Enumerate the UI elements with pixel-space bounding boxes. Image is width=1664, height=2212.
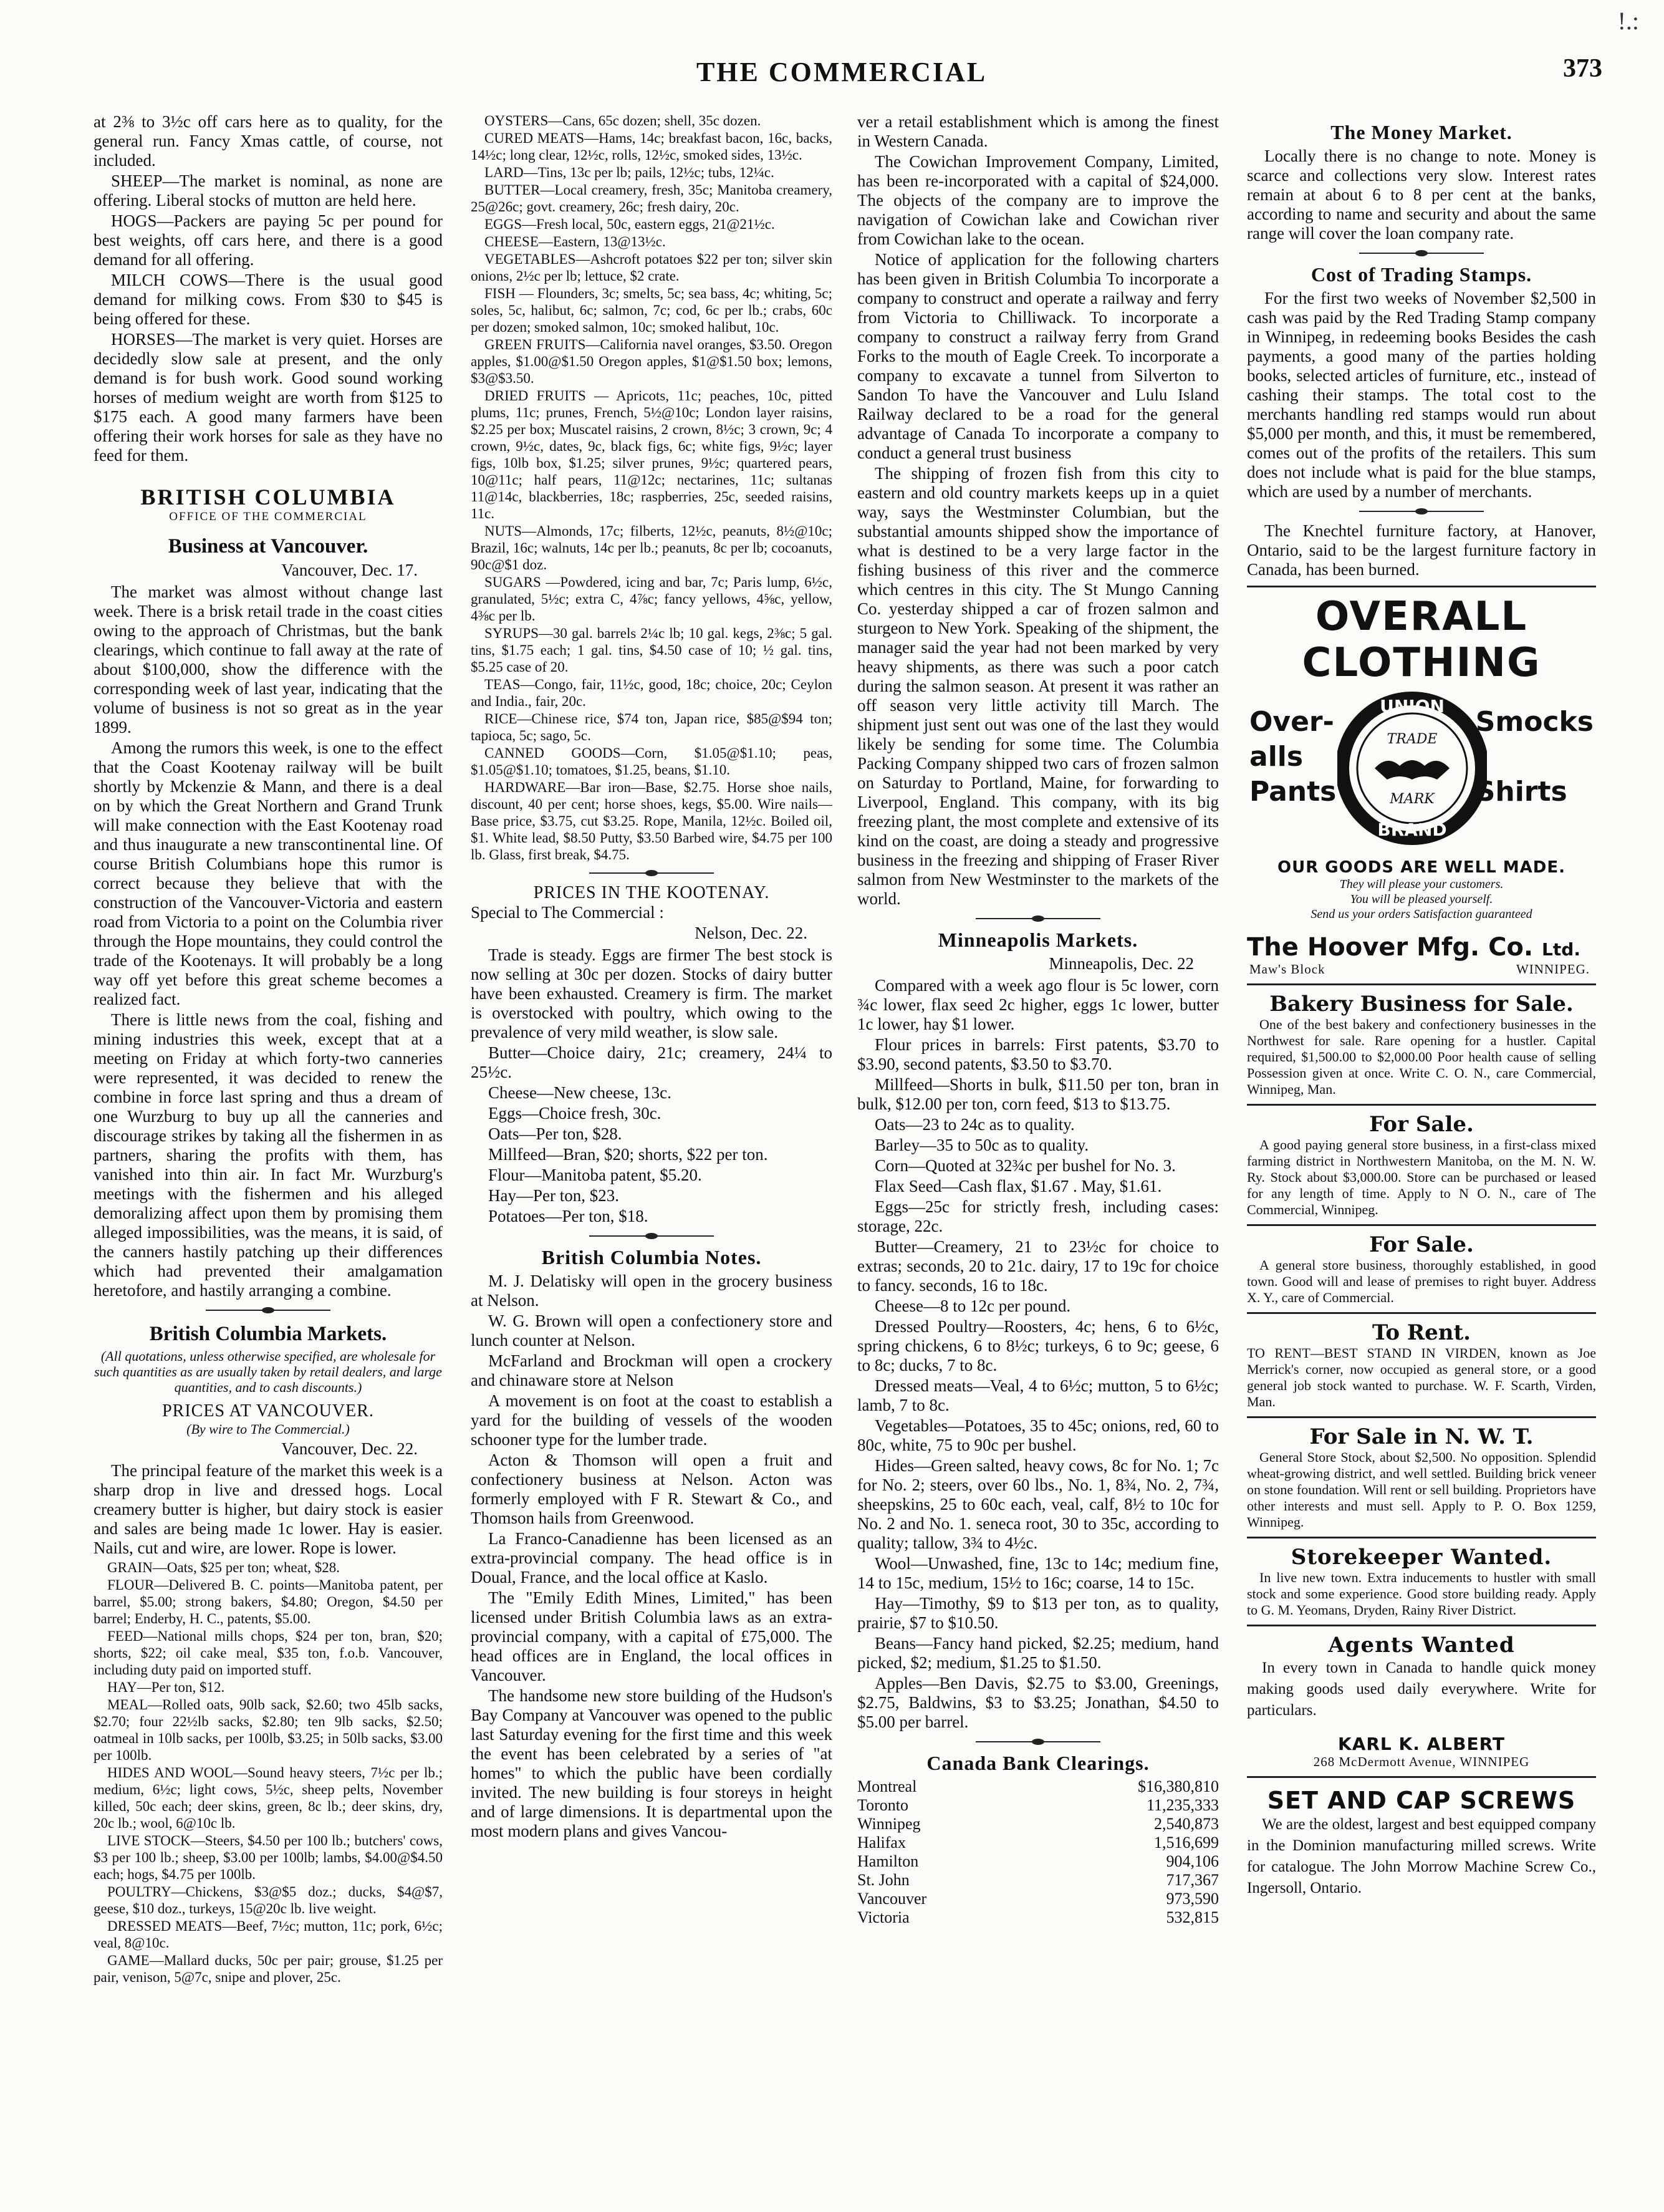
note-paragraph: The handsome new store building of the Hudson's Bay Company at Vancouver was opened to the public last Saturday evening for the first time and this week the event has been celebrated by a series of "at homes" to which the public have been cordially invited. The new building is four storeys in height and of large dimensions. It is departmental upon the most modern plans and gives Vancou- [471, 1686, 832, 1840]
charters-paragraph: Notice of application for the following charters has been given in British Columbia To incorporate a company to construct and operate a railway and ferry from Victoria to Chilliwack. To incorporate a company to construct a railway ferry from Grand Forks to the mouth of Eagle Creek. To incorporate a company to excavate a tunnel from Silverton to Sandon To have the Vancouver and Lulu Island Railway declared to be a road for the general advantage of Canada To incorporate a company to conduct a general trust business [857, 250, 1219, 462]
overalls-label: Over- [1249, 706, 1334, 738]
frozen-fish-paragraph: The shipping of frozen fish from this city to eastern and old country markets keeps up in a quiet way, says the Westminster Columbian, but the substantial amounts shipped show the importance of what is destined to be a very large factor in the fishing business of this river and the commerce which centres in this city. The St Mungo Canning Co. yesterday shipped a car of frozen salmon and sturgeon to New York. Speaking of the shipment, the manager said the year had not been marked by very heavy shipments, as there was such a poor catch during the salmon season. At present it was rather an off season very little activity till March. The shipment just sent out was one of the last they would likely be sending for some time. The Columbia Packing Company shipped two cars of frozen salmon on Saturday to Portland, Maine, for forwarding to Liverpool, England. This company, with its big freezing plant, the most complete and extensive of its kind on the coast, are doing a steady and progressive business in the freezing and shipping of Fraser River salmon from New Westminster to the markets of the world. [857, 464, 1219, 908]
kootenay-paragraph: Trade is steady. Eggs are firmer The best stock is now selling at 30c per dozen. Stocks of dairy butter have been exhausted. Creamery is firm. The market is overstocked with poultry, which owing to the prevalence of very mild weather, is slow sale. [471, 945, 832, 1041]
ad-rule [1247, 1312, 1596, 1314]
bank-amount: 717,367 [1166, 1871, 1219, 1889]
overall-right-labels [1476, 705, 1594, 809]
divider [206, 1309, 330, 1311]
eggs-prices: EGGS—Fresh local, 50c, eastern eggs, 21@21½c. [484, 216, 775, 232]
kootenay-cheese: Cheese—New cheese, 13c. [488, 1083, 671, 1102]
minneapolis-item: Flour prices in barrels: First patents, $3.70 to $3.90, second patents, $3.50 to $3.70. [857, 1035, 1219, 1073]
hogs-paragraph: HOGS—Packers are paying 5c per pound for best weights, off cars here, and there is a good demand for all offering. [94, 211, 443, 269]
for-sale-nwt-heading: For Sale in N. W. T. [1309, 1424, 1534, 1449]
table-row [857, 1852, 1219, 1871]
screws-body: We are the oldest, largest and best equipped company in the Dominion manufacturing milled screws. Write for catalogue. The John Morrow Machine Screw Co., Ingersoll, Ontario. [1247, 1816, 1596, 1896]
note-paragraph: M. J. Delatisky will open in the grocery business at Nelson. [471, 1272, 832, 1310]
hay-prices: HAY—Per ton, $12. [107, 1679, 225, 1695]
minneapolis-item: Hides—Green salted, heavy cows, 8c for No. 1; 7c for No. 2; steers, over 60 lbs., No. 1, 8¾, No. 2, 7¾, sheepskins, 25 to 60c each, veal, calf, 8½ to 10c for No. 2 and No. 1. seneca root, 30 to 35c, according to quality; tallow, 3¾ to 4½c. [857, 1456, 1219, 1552]
divider [976, 917, 1100, 920]
goods-well-made: OUR GOODS ARE WELL MADE. [1277, 858, 1565, 877]
minneapolis-dateline: Minneapolis, Dec. 22 [1049, 954, 1194, 973]
ad-rule [1247, 586, 1596, 587]
minneapolis-item: Butter—Creamery, 21 to 23½c for choice to extras; seconds, 20 to 21c. dairy, 17 to 19c for choice to fancy. seconds, 16 to 18c. [857, 1237, 1219, 1295]
table-row [857, 1796, 1219, 1815]
hoover-name: The Hoover Mfg. Co. [1247, 933, 1534, 962]
minneapolis-item: Hay—Timothy, $9 to $13 per ton, as to quality, prairie, $7 to $10.50. [857, 1594, 1219, 1632]
for-sale-heading: For Sale. [1369, 1112, 1474, 1137]
ad-line: You will be pleased yourself. [1350, 892, 1493, 906]
minneapolis-item: Cheese—8 to 12c per pound. [875, 1297, 1071, 1315]
teas-prices: TEAS—Congo, fair, 11½c, good, 18c; choice, 20c; Ceylon and India., fair, 20c. [471, 677, 832, 709]
minneapolis-item: Barley—35 to 50c as to quality. [875, 1136, 1089, 1154]
storekeeper-heading: Storekeeper Wanted. [1291, 1545, 1552, 1570]
minneapolis-item: Compared with a week ago flour is 5c lower, corn ¾c lower, flax seed 2c higher, eggs 1c lower, butter 1c lower, hay $1 lower. [857, 976, 1219, 1033]
horses-paragraph: HORSES—The market is very quiet. Horses are decidedly slow sale at present, and the only demand is for bush work. Good sound working horses of medium weight are worth from $125 to $175 each. A good many farmers have been offering their work horses for sale as they have no feed for them. [94, 330, 443, 465]
table-row [857, 1777, 1219, 1796]
minneapolis-item: Flax Seed—Cash flax, $1.67 . May, $1.61. [875, 1177, 1162, 1195]
minneapolis-item: Corn—Quoted at 32¾c per bushel for No. 3. [875, 1156, 1176, 1175]
note-paragraph: Acton & Thomson will open a fruit and confectionery business at Nelson. Acton was formerly employed with F R. Stewart & Co., and Thomson hails from Greenwood. [471, 1451, 832, 1527]
ad-rule [1247, 1776, 1596, 1778]
british-columbia-heading: BRITISH COLUMBIA [140, 485, 396, 510]
to-rent-heading: To Rent. [1372, 1320, 1471, 1345]
kootenay-oats: Oats—Per ton, $28. [488, 1124, 622, 1143]
table-row [857, 1890, 1219, 1908]
feed-prices: FEED—National mills chops, $24 per ton, bran, $20; shorts, $22; oil cake meal, $35 ton, f.o.b. Vancouver, including duty paid on imported stuff. [94, 1628, 443, 1678]
karl-albert-address: 268 McDermott Avenue, WINNIPEG [1313, 1754, 1530, 1769]
pants-label: Pants [1249, 776, 1337, 808]
note-paragraph: McFarland and Brockman will open a crockery and chinaware store at Nelson [471, 1351, 832, 1389]
storekeeper-body: In live new town. Extra inducements to hustler with small stock and some experience. Good store building ready. Apply to G. M. Yeomans, Dryden, Rainy River District. [1247, 1570, 1596, 1618]
butter-prices: BUTTER—Local creamery, fresh, 35c; Manitoba creamery, 25@26c; govt. creamery, 26c; fresh dairy, 20c. [471, 182, 832, 215]
rice-prices: RICE—Chinese rice, $74 ton, Japan rice, $85@$94 ton; tapioca, 5c; sago, 5c. [471, 711, 832, 743]
column-4 [1247, 112, 1596, 2170]
poultry-prices: POULTRY—Chickens, $3@$5 doz.; ducks, $4@$7, geese, $10 doz., turkeys, 15@20c lb. live weight. [94, 1884, 443, 1916]
bank-amount: $16,380,810 [1138, 1777, 1219, 1795]
bank-city: Toronto [857, 1796, 908, 1814]
minneapolis-item: Dressed Poultry—Roosters, 4c; hens, 6 to 6½c, spring chickens, 6 to 8½c; turkeys, 6 to 9c; geese, 6 to 8c; ducks, 7 to 8c. [857, 1317, 1219, 1374]
hardware-prices: HARDWARE—Bar iron—Base, $2.75. Horse shoe nails, discount, 40 per cent; horse shoes, kegs, $5.00. Wire nails—Base price, $3.75, cut $3.25. Rope, Manila, 12½c. Boiled oil, $1. White lead, $8.50 Putty, $3.50 Barbed wire, $4.75 per 100 lb. Glass, first break, $4.75. [471, 780, 832, 862]
trading-stamps-heading: Cost of Trading Stamps. [1311, 263, 1532, 286]
hoover-suffix: Ltd. [1542, 939, 1580, 960]
ad-rule [1247, 1224, 1596, 1226]
smocks-label: Smocks [1475, 706, 1594, 738]
divider [1359, 510, 1484, 513]
bank-clearings-heading: Canada Bank Clearings. [926, 1752, 1150, 1774]
karl-albert-name: KARL K. ALBERT [1338, 1734, 1505, 1754]
bank-amount: 1,516,699 [1154, 1833, 1219, 1852]
kootenay-millfeed: Millfeed—Bran, $20; shorts, $22 per ton. [488, 1145, 768, 1164]
kootenay-hay: Hay—Per ton, $23. [488, 1186, 619, 1205]
money-market-paragraph: Locally there is no change to note. Money is scarce and collections very slow. Interest rates remain at about 6 to 8 per cent at the banks, according to name and security and about the same range will cover the loan company rate. [1247, 147, 1596, 243]
game-prices: GAME—Mallard ducks, 50c per pair; grouse, $1.25 per pair, venison, 5@7c, snipe and plover, 25c. [94, 1953, 443, 1985]
fish-prices: FISH — Flounders, 3c; smelts, 5c; sea bass, 4c; whiting, 5c; soles, 5c, halibut, 6c; salmon, 7c; cod, 6c per lb.; crabs, 60c per dozen; smoked salmon, 10c; smoked halibut, 10c. [471, 286, 832, 335]
wire-note: (By wire to The Commercial.) [186, 1421, 350, 1437]
divider [1359, 252, 1484, 254]
oysters-prices: OYSTERS—Cans, 65c dozen; shell, 35c dozen. [484, 113, 761, 128]
vancouver-business-heading: Business at Vancouver. [168, 535, 368, 558]
vancouver-paragraph-3: There is little news from the coal, fishing and mining industries this week, except that at a meeting on Friday at which forty-two canneries were represented, it was decided to renew the combine in force last spring and thus a dream of one Wurzburg to buy up all the canneries and discourage strikes by taking all the fishermen in as partners, sharing the profits with them, has vanished into thin air. In fact Mr. Wurzburg's meetings with the fishermen and his alleged demoralizing affect upon them by promising them alleged impossibilities, was the means, it is said, of the canners hastily patching up their differences which had prevented their amalgamation heretofore, and hastily arranging a combine. [94, 1010, 443, 1300]
bank-amount: 973,590 [1166, 1890, 1219, 1908]
for-sale-heading: For Sale. [1369, 1232, 1474, 1257]
agents-wanted-heading: Agents Wanted [1328, 1633, 1515, 1658]
money-market-heading: The Money Market. [1330, 121, 1513, 143]
bc-markets-heading: British Columbia Markets. [149, 1323, 387, 1345]
divider [976, 1741, 1100, 1743]
bank-clearings-table [857, 1777, 1219, 1927]
note-paragraph: La Franco-Canadienne has been licensed as an extra-provincial company. The head office is in Doual, France, and the local office at Kaslo. [471, 1529, 832, 1587]
minneapolis-item: Eggs—25c for strictly fresh, including cases: storage, 22c. [857, 1197, 1219, 1235]
bank-amount: 2,540,873 [1154, 1815, 1219, 1833]
dried-fruits-prices: DRIED FRUITS — Apricots, 11c; peaches, 10c, pitted plums, 11c; prunes, French, 5½@10c; London layer raisins, $2.25 per box; Muscatel raisins, 2 crown, 8½c; 3 crown, 9c; 4 crown, 9½c, dates, 9c, black figs, 6c; white figs, 9½c; layer figs, 10lb box, $1.25; silver prunes, 9½c; quartered pears, 10@11c; half pears, 11@12c; nectarines, 11c; sultanas 11@14c, blackberries, 18c; raspberries, 25c, seeded raisins, 11c. [471, 388, 832, 521]
quotation-note: (All quotations, unless otherwise specified, are wholesale for such quantities as are usually taken by retail dealers, and large quantities, and to cash discounts.) [94, 1348, 442, 1395]
bank-city: Hamilton [857, 1852, 919, 1870]
note-paragraph: A movement is on foot at the coast to establish a yard for the building of vessels of the wooden schooner type for the lumber trade. [471, 1391, 832, 1449]
overall-clothing-row [1247, 686, 1596, 854]
minneapolis-heading: Minneapolis Markets. [938, 929, 1138, 951]
vancouver-paragraph-1: The market was almost without change last week. There is a brisk retail trade in the coast cities owing to the approach of Christmas, but the bank clearings, which continue to fall away at the rate of about $100,000, show the difference with the corresponding week of last year, indicating that the volume of business is not so great as in the year 1899. [94, 582, 443, 737]
seal-mark-text: MARK [1390, 791, 1435, 807]
bank-city: Halifax [857, 1833, 906, 1852]
note-paragraph: The "Emily Edith Mines, Limited," has been licensed under British Columbia laws as an extra-provincial company, with a capital of £75,000. The head offices are in England, the local offices in Vancouver. [471, 1588, 832, 1684]
hoover-address [1247, 962, 1596, 977]
bank-city: Montreal [857, 1777, 917, 1795]
hoover-addr-right: WINNIPEG. [1516, 962, 1590, 977]
kootenay-dateline: Nelson, Dec. 22. [695, 924, 807, 942]
dressed-meats-prices: DRESSED MEATS—Beef, 7½c; mutton, 11c; pork, 6½c; veal, 8@10c. [94, 1918, 443, 1951]
knechtel-paragraph: The Knechtel furniture factory, at Hanover, Ontario, said to be the largest furniture factory in Canada, has been burned. [1247, 521, 1596, 579]
cowichan-paragraph: The Cowichan Improvement Company, Limited, has been re-incorporated with a capital of $24,000. The objects of the company are to improve the navigation of Cowichan lake and Cowichan river from Cowichan lake to the ocean. [857, 152, 1219, 248]
table-row [857, 1908, 1219, 1927]
bank-city: Vancouver [857, 1890, 927, 1908]
ad-line: Send us your orders Satisfaction guaranteed [1311, 907, 1532, 921]
handshake-icon [1375, 760, 1450, 780]
hoover-addr-left: Maw's Block [1249, 962, 1325, 977]
minneapolis-item: Beans—Fancy hand picked, $2.25; medium, hand picked, $2; medium, $1.25 to $1.50. [857, 1634, 1219, 1672]
prices-paragraph: The principal feature of the market this week is a sharp drop in live and dressed hogs. Local creamery butter is higher, but dairy stock is easier and sales are being made 1c lower. Hay is easier. Nails, cut and wire, are lower. Rope is lower. [94, 1461, 443, 1557]
vancouver-paragraph-2: Among the rumors this week, is one to the effect that the Coast Kootenay railway will be built shortly by Mckenzie & Mann, and there is a deal on by which the Great Northern and Grand Trunk will make connection with the East Kootenay road and thus inaugurate a new transcontinental line. Of course British Columbians hope this rumor is correct because they believe that with the construction of the Vancouver-Victoria and eastern road from Victoria to a point on the Columbia river through the Hope mountains, they could control the trade of the Kootenays. It will probably be a long way off yet before this great scheme becomes a realized fact. [94, 738, 443, 1008]
kootenay-potatoes: Potatoes—Per ton, $18. [488, 1207, 648, 1225]
green-fruits-prices: GREEN FRUITS—California navel oranges, $3.50. Oregon apples, $1.00@$1.50 Oregon apples, $1@$1.50 box; lemons, $3@$3.50. [471, 337, 832, 386]
masthead: THE COMMERCIAL [696, 57, 988, 87]
prices-dateline: Vancouver, Dec. 22. [281, 1439, 418, 1458]
ad-rule [1247, 1104, 1596, 1106]
bank-city: Victoria [857, 1908, 910, 1926]
bakery-ad-heading: Bakery Business for Sale. [1269, 992, 1574, 1017]
ad-rule [1247, 1537, 1596, 1538]
grain-prices: GRAIN—Oats, $25 per ton; wheat, $28. [107, 1560, 340, 1575]
table-row [857, 1815, 1219, 1833]
overall-clothing-ad [1247, 594, 1596, 977]
sugars-prices: SUGARS —Powdered, icing and bar, 7c; Paris lump, 6½c, granulated, 5½c; extra C, 4⅞c; fancy yellows, 4⅝c, yellow, 4⅜c per lb. [471, 574, 832, 624]
kootenay-special: Special to The Commercial : [471, 903, 664, 922]
office-line: OFFICE OF THE COMMERCIAL [169, 510, 367, 523]
vegetables-prices: VEGETABLES—Ashcroft potatoes $22 per ton; silver skin onions, 2½c per lb; lettuce, $2 crate. [471, 251, 832, 284]
page-header [81, 50, 1602, 106]
for-sale-body: A general store business, thoroughly established, in good town. Good will and lease of premises to right buyer. Address X. Y., care of Commercial. [1247, 1257, 1596, 1305]
ad-rule [1247, 1625, 1596, 1626]
alls-label: alls [1249, 741, 1304, 773]
column-2 [471, 112, 832, 2170]
bakery-ad-body: One of the best bakery and confectionery businesses in the Northwest for sale. Rare opening for a hustler. Capital required, $1,500.00 to $2,000.00 Poor health cause of selling Possession given at once. Write C. O. N., care Commercial, Winnipeg, Man. [1247, 1017, 1596, 1097]
milch-cows-paragraph: MILCH COWS—There is the usual good demand for milking cows. From $30 to $45 is being offered for these. [94, 271, 443, 328]
to-rent-body: TO RENT—BEST STAND IN VIRDEN, known as Joe Merrick's corner, now occupied as general store, or a good general job stock wanted to purchase. W. F. Scarth, Virden, Man. [1247, 1345, 1596, 1409]
hides-prices: HIDES AND WOOL—Sound heavy steers, 7½c per lb.; medium, 6½c; light cows, 5½c, sheep pelts, November killed, 50c each; deer skins, green, 8c lb.; deer skins, dry, 20c lb.; wool, 6@10c lb. [94, 1765, 443, 1831]
screws-heading: SET AND CAP SCREWS [1267, 1787, 1576, 1814]
union-brand-seal-icon [1337, 686, 1487, 851]
minneapolis-item: Dressed meats—Veal, 4 to 6½c; mutton, 5 to 6½c; lamb, 7 to 8c. [857, 1376, 1219, 1414]
note-paragraph: W. G. Brown will open a confectionery store and lunch counter at Nelson. [471, 1311, 832, 1350]
syrups-prices: SYRUPS—30 gal. barrels 2¼c lb; 10 gal. kegs, 2⅜c; 5 gal. tins, $1.75 each; 1 gal. tins, $4.50 case of 10; ½ gal. tins, $5.25 case of 20. [471, 625, 832, 675]
overall-left-labels [1249, 705, 1336, 809]
column-1 [94, 112, 443, 2170]
table-row [857, 1833, 1219, 1852]
for-sale-nwt-body: General Store Stock, about $2,500. No opposition. Splendid wheat-growing district, and well settled. Building brick veneer on stone foundation. Will rent or sell building. Proprietors have other interests and must sell. Apply to P. O. Box 1259, Winnipeg. [1247, 1449, 1596, 1530]
hoover-company [1247, 933, 1596, 962]
for-sale-body: A good paying general store business, in a first-class mixed farming district in Northwestern Manitoba, on the M. N. W. Ry. Stock about $3,000.00. Store can be purchased or leased for any length of time. Apply to N O. N., care of The Commercial, Winnipeg. [1247, 1137, 1596, 1217]
seal-top-text: UNION [1380, 696, 1445, 717]
kootenay-butter: Butter—Choice dairy, 21c; creamery, 24¼ to 25½c. [471, 1043, 832, 1081]
minneapolis-item: Oats—23 to 24c as to quality. [875, 1115, 1075, 1134]
ad-rule [1247, 983, 1596, 985]
bank-amount: 532,815 [1166, 1908, 1219, 1926]
bank-amount: 11,235,333 [1146, 1796, 1219, 1814]
corner-mark: !.: [1617, 7, 1639, 35]
bank-city: Winnipeg [857, 1815, 921, 1833]
cheese-prices: CHEESE—Eastern, 13@13½c. [484, 234, 666, 249]
ad-rule [1247, 1416, 1596, 1418]
bank-amount: 904,106 [1166, 1852, 1219, 1870]
trading-stamps-paragraph: For the first two weeks of November $2,500 in cash was paid by the Red Trading Stamp company in Winnipeg, in redeeming books Besides the cash payments, a good many of the parties holding books, selected articles of furniture, etc., instead of cashing their stamps. The total cost to the merchants handling red stamps would run about $5,000 per month, and this, it must be remembered, comes out of the profits of the retailers. This sum does not include what is paid for the blue stamps, which are used by a number of merchants. [1247, 289, 1596, 501]
seal-bottom-text: BRAND [1377, 819, 1447, 840]
minneapolis-item: Vegetables—Potatoes, 35 to 45c; onions, red, 60 to 80c, white, 75 to 90c per bushel. [857, 1416, 1219, 1454]
bc-notes-heading: British Columbia Notes. [541, 1246, 762, 1268]
meal-prices: MEAL—Rolled oats, 90lb sack, $2.60; two 45lb sacks, $2.70; four 22½lb sacks, $2.80; ten 9lb sacks, $2.50; oatmeal in 10lb sacks, per 100lb, $3.25; in 50lb sacks, $3.00 per 100lb. [94, 1697, 443, 1763]
seal-trade-text: TRADE [1387, 732, 1438, 747]
page-number: 373 [1563, 54, 1602, 83]
shirts-label: Shirts [1475, 776, 1567, 808]
kootenay-heading: PRICES IN THE KOOTENAY. [533, 883, 770, 902]
kootenay-eggs: Eggs—Choice fresh, 30c. [488, 1104, 661, 1123]
minneapolis-item: Apples—Ben Davis, $2.75 to $3.00, Greenings, $2.75, Baldwins, $3 to $3.25; Jonathan, $4.50 to $5.00 per barrel. [857, 1674, 1219, 1731]
live-stock-prices: LIVE STOCK—Steers, $4.50 per 100 lb.; butchers' cows, $3 per 100 lb.; sheep, $3.00 per 100lb; lambs, $4.00@$4.50 each; hogs, $4.75 per 100lb. [94, 1833, 443, 1882]
table-row [857, 1871, 1219, 1890]
agents-wanted-body: In every town in Canada to handle quick money making goods used daily everywhere. Write for particulars. [1247, 1659, 1596, 1719]
sheep-paragraph: SHEEP—The market is nominal, as none are offering. Liberal stocks of mutton are held here. [94, 171, 443, 210]
lard-prices: LARD—Tins, 13c per lb; pails, 12½c; tubs, 12¼c. [484, 165, 774, 180]
nuts-prices: NUTS—Almonds, 17c; filberts, 12½c, peanuts, 8½@10c; Brazil, 16c; walnuts, 14c per lb.; peanuts, 8c per lb; cocoanuts, 90c@$1 doz. [471, 523, 832, 572]
ad-line: They will please your customers. [1339, 877, 1504, 891]
column-3 [857, 112, 1219, 2170]
prices-vancouver-heading: PRICES AT VANCOUVER. [162, 1401, 374, 1421]
canned-goods-prices: CANNED GOODS—Corn, $1.05@$1.10; peas, $1.05@$1.10; tomatoes, $1.25, beans, $1.10. [471, 745, 832, 778]
continued-paragraph: ver a retail establishment which is among the finest in Western Canada. [857, 112, 1219, 150]
newspaper-columns [94, 112, 1596, 2170]
flour-prices: FLOUR—Delivered B. C. points—Manitoba patent, per barrel, $5.00; strong bakers, $4.80; Oregon, $4.50 per barrel; Enderby, H. C., patents, $5.00. [94, 1577, 443, 1626]
cured-meats-prices: CURED MEATS—Hams, 14c; breakfast bacon, 16c, backs, 14½c; long clear, 12½c, rolls, 12½c, smoked sides, 13½c. [471, 130, 832, 163]
minneapolis-item: Millfeed—Shorts in bulk, $11.50 per ton, bran in bulk, $12.00 per ton, corn feed, $13 to $13.75. [857, 1075, 1219, 1113]
minneapolis-item: Wool—Unwashed, fine, 13c to 14c; medium fine, 14 to 15c, medium, 15½ to 16c; coarse, 14 to 15c. [857, 1554, 1219, 1592]
divider [589, 872, 714, 874]
vancouver-dateline: Vancouver, Dec. 17. [281, 561, 418, 579]
divider [589, 1235, 714, 1237]
bank-city: St. John [857, 1871, 910, 1889]
cattle-paragraph: at 2⅜ to 3½c off cars here as to quality, for the general run. Fancy Xmas cattle, of course, not included. [94, 112, 443, 170]
kootenay-flour: Flour—Manitoba patent, $5.20. [488, 1166, 702, 1184]
overall-clothing-title: OVERALL CLOTHING [1302, 594, 1541, 686]
